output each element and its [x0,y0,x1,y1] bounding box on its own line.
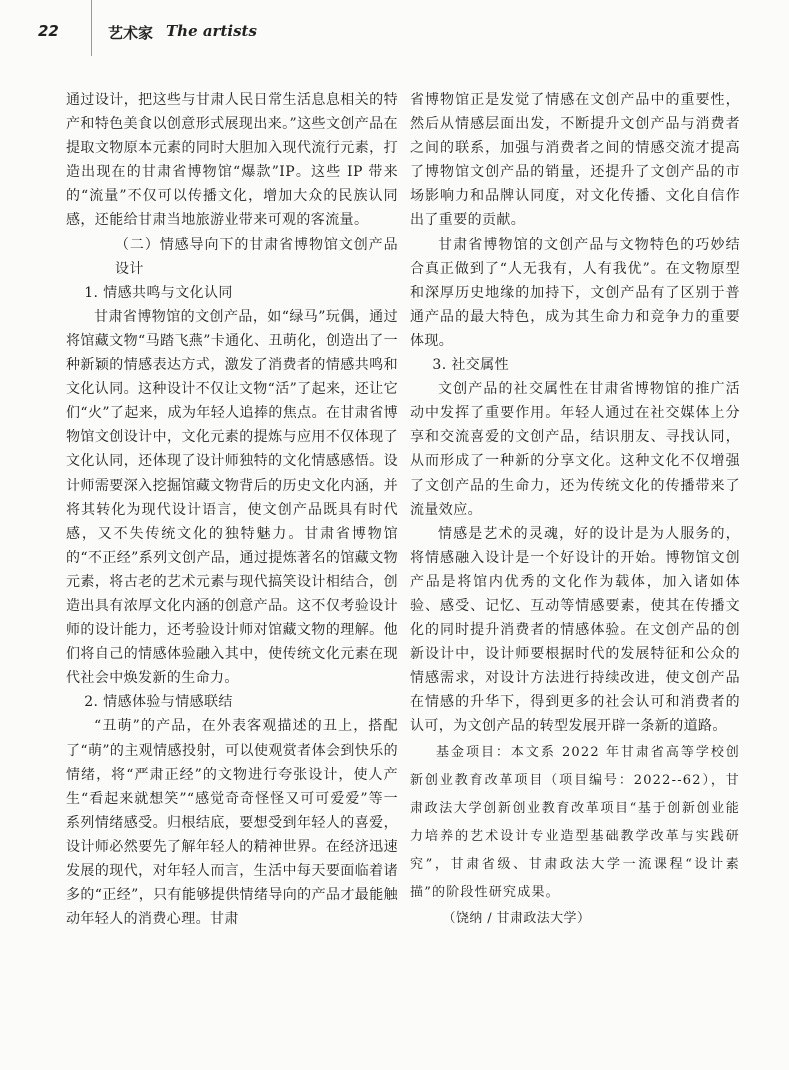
subsection-heading: 2. 情感体验与情感联结 [84,694,233,711]
author-affiliation: （饶纳 / 甘肃政法大学） [442,910,591,926]
subsection-heading: 1. 情感共鸣与文化认同 [84,284,233,301]
paragraph: 通过设计，把这些与甘肃人民日常生活息息相关的特产和特色美食以创意形式展现出来。”这些文创产品在提取文物原本元素的同时大胆加入现代流行元素，打造出现在的甘肃省博物馆“爆款”IP。这些 IP 带来的“流量”不仅可以传播文化，增加大众的民族认同感，还能给甘肃当地旅游业带来可观的客流量。 [66,92,398,229]
paragraph: “丑萌”的产品，在外表客观描述的丑上，搭配了“萌”的主观情感投射，可以使观赏者体会到快乐的情绪，将“严肃正经”的文物进行夸张设计，使人产生“看起来就想笑”“感觉奇奇怪怪又可可爱爱”等一系列情绪感受。归根结底，要想受到年轻人的喜爱，设计师必然要先了解年轻人的精神世界。在经济迅速发展的现代，对年轻人而言，生活中每天要面临着诸多的“正经”，只有能够提供情绪导向的产品才最能触动年轻人的消费心理。甘肃 [66,718,398,928]
paragraph: 省博物馆正是发觉了情感在文创产品中的重要性，然后从情感层面出发，不断提升文创产品与消费者之间的联系，加强与消费者之间的情感交流才提高了博物馆文创产品的销量，还提升了文创产品的市场影响力和品牌认同度，对文化传播、文化自信作出了重要的贡献。 [410,92,740,229]
right-column [410,88,740,931]
paragraph: 情感是艺术的灵魂，好的设计是为人服务的，将情感融入设计是一个好设计的开始。博物馆文创产品是将馆内优秀的文化作为载体，加入诸如体验、感受、记忆、互动等情感要素，使其在传播文化的同时提升消费者的情感体验。在文创产品的创新设计中，设计师要根据时代的发展特征和公众的情感需求，对设计方法进行持续改进，使文创产品在情感的升华下，得到更多的社会认可和消费者的认可，为文创产品的转型发展开辟一条新的道路。 [410,525,740,735]
journal-title-en: The artists [166,22,257,40]
subsection-heading: 3. 社交属性 [432,357,509,374]
paragraph: 文创产品的社交属性在甘肃省博物馆的推广活动中发挥了重要作用。年轻人通过在社交媒体上分享和交流喜爱的文创产品，结识朋友、寻找认同，从而形成了一种新的分享文化。这种文化不仅增强了文创产品的生命力，还为传统文化的传播带来了流量效应。 [410,381,740,518]
left-column [66,88,398,931]
funding-note: 基金项目：本文系 2022 年甘肃省高等学校创新创业教育改革项目（项目编号：2022--62），甘肃政法大学创新创业教育改革项目“基于创新创业能力培养的艺术设计专业造型基础教学改革与实践研究”，甘肃省级、甘肃政法大学一流课程“设计素描”的阶段性研究成果。 [410,744,740,900]
paragraph: 甘肃省博物馆的文创产品与文物特色的巧妙结合真正做到了“人无我有，人有我优”。在文物原型和深厚历史地缘的加持下，文创产品有了区别于普通产品的最大特色，成为其生命力和竞争力的重要体现。 [410,236,740,349]
section-heading: （二）情感导向下的甘肃省博物馆文创产品设计 [115,236,398,277]
header-divider [91,0,92,56]
journal-title-cn: 艺术家 [108,24,154,42]
paragraph: 甘肃省博物馆的文创产品，如“绿马”玩偶，通过将馆藏文物“马踏飞燕”卡通化、丑萌化，创造出了一种新颖的情感表达方式，激发了消费者的情感共鸣和文化认同。这种设计不仅让文物“活”了起来，还让它们“火”了起来，成为年轻人追捧的焦点。在甘肃省博物馆文创设计中，文化元素的提炼与应用不仅体现了文化认同，还体现了设计师独特的文化情感感悟。设计师需要深入挖掘馆藏文物背后的历史文化内涵，并将其转化为现代设计语言，使文创产品既具有时代感，又不失传统文化的独特魅力。甘肃省博物馆的“不正经”系列文创产品，通过提炼著名的馆藏文物元素，将古老的艺术元素与现代搞笑设计相结合，创造出具有浓厚文化内涵的创意产品。这不仅考验设计师的设计能力，还考验设计师对馆藏文物的理解。他们将自己的情感体验融入其中，使传统文化元素在现代社会中焕发新的生命力。 [66,308,398,687]
page-number: 22 [38,22,59,40]
page-header [0,0,789,70]
